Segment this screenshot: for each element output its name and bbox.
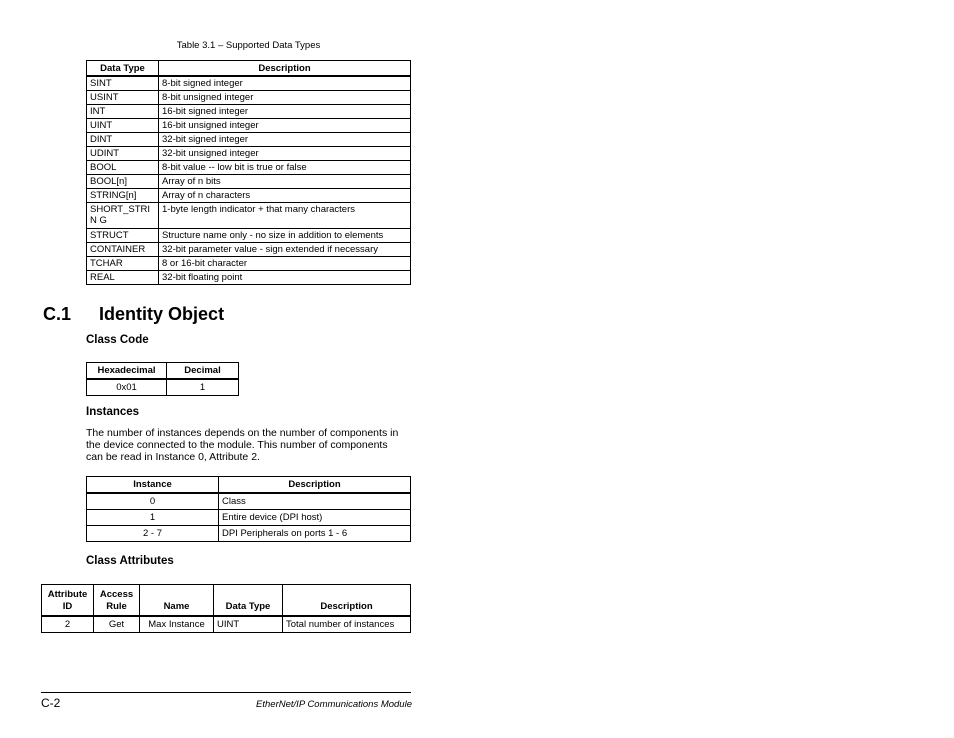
cell-description: Array of n characters <box>159 189 411 203</box>
table-header-row <box>87 363 239 380</box>
cell-description: 16-bit signed integer <box>159 105 411 119</box>
cell-description: DPI Peripherals on ports 1 - 6 <box>219 526 411 542</box>
table-header-row <box>87 61 411 77</box>
table-header-row <box>87 477 411 494</box>
cell-description: 16-bit unsigned integer <box>159 119 411 133</box>
section-heading <box>43 304 224 325</box>
column-header: Description <box>283 585 411 617</box>
cell-description: 32-bit floating point <box>159 271 411 285</box>
class-code-heading: Class Code <box>86 334 149 346</box>
cell-data-type: INT <box>87 105 159 119</box>
cell-data-type: TCHAR <box>87 257 159 271</box>
cell-description: 1-byte length indicator + that many characters <box>159 203 411 229</box>
footer-title: EtherNet/IP Communications Module <box>256 699 412 710</box>
table-row <box>87 257 411 271</box>
table-row <box>87 161 411 175</box>
table-row <box>87 76 411 91</box>
cell-data-type: BOOL <box>87 161 159 175</box>
column-header: Description <box>219 477 411 494</box>
paragraph-line: can be read in Instance 0, Attribute 2. <box>86 451 260 463</box>
table-row <box>87 133 411 147</box>
column-header: Data Type <box>214 585 283 617</box>
instances-paragraph <box>86 427 416 463</box>
cell-data-type: UDINT <box>87 147 159 161</box>
cell-description: 8-bit unsigned integer <box>159 91 411 105</box>
column-header: Access Rule <box>94 585 140 617</box>
table-caption: Table 3.1 – Supported Data Types <box>176 40 321 51</box>
cell-instance: 0 <box>87 493 219 510</box>
table-row <box>87 510 411 526</box>
table-row <box>87 243 411 257</box>
column-header: Name <box>140 585 214 617</box>
class-code-table <box>86 362 239 396</box>
table-row <box>87 175 411 189</box>
cell-data-type: REAL <box>87 271 159 285</box>
table-row <box>87 119 411 133</box>
cell-data-type: CONTAINER <box>87 243 159 257</box>
cell-access-rule: Get <box>94 616 140 633</box>
table-row <box>87 379 239 396</box>
paragraph-line: The number of instances depends on the number of components in <box>86 427 399 439</box>
class-attributes-heading: Class Attributes <box>86 555 174 567</box>
footer-rule <box>41 692 411 693</box>
cell-decimal: 1 <box>167 379 239 396</box>
table-row <box>87 526 411 542</box>
cell-description: 32-bit signed integer <box>159 133 411 147</box>
table-row <box>87 105 411 119</box>
cell-data-type: STRING[n] <box>87 189 159 203</box>
cell-data-type: STRUCT <box>87 229 159 243</box>
column-header: Decimal <box>167 363 239 380</box>
paragraph-line: the device connected to the module. This number of components <box>86 439 388 451</box>
table-row <box>87 229 411 243</box>
table-row <box>87 147 411 161</box>
data-types-table <box>86 60 411 285</box>
cell-description: Class <box>219 493 411 510</box>
cell-description: 32-bit parameter value - sign extended if necessary <box>159 243 411 257</box>
column-header: Data Type <box>87 61 159 77</box>
cell-description: 8-bit value -- low bit is true or false <box>159 161 411 175</box>
cell-description: Array of n bits <box>159 175 411 189</box>
cell-data-type: SHORT_STRIN G <box>87 203 159 229</box>
cell-description: Total number of instances <box>283 616 411 633</box>
table-row <box>87 91 411 105</box>
class-attributes-table <box>41 584 411 633</box>
table-row <box>42 616 411 633</box>
column-header: Instance <box>87 477 219 494</box>
cell-data-type: UINT <box>214 616 283 633</box>
table-header-row <box>42 585 411 617</box>
table-row <box>87 189 411 203</box>
cell-data-type: DINT <box>87 133 159 147</box>
cell-data-type: USINT <box>87 91 159 105</box>
cell-description: 8 or 16-bit character <box>159 257 411 271</box>
cell-attribute-id: 2 <box>42 616 94 633</box>
cell-description: Entire device (DPI host) <box>219 510 411 526</box>
page-number: C-2 <box>41 696 61 710</box>
table-row <box>87 271 411 285</box>
instances-table <box>86 476 411 542</box>
column-header: Attribute ID <box>42 585 94 617</box>
cell-data-type: UINT <box>87 119 159 133</box>
column-header: Hexadecimal <box>87 363 167 380</box>
cell-name: Max Instance <box>140 616 214 633</box>
column-header: Description <box>159 61 411 77</box>
cell-data-type: SINT <box>87 76 159 91</box>
cell-description: 32-bit unsigned integer <box>159 147 411 161</box>
cell-instance: 2 - 7 <box>87 526 219 542</box>
cell-hexadecimal: 0x01 <box>87 379 167 396</box>
table-row <box>87 493 411 510</box>
cell-data-type: BOOL[n] <box>87 175 159 189</box>
cell-description: 8-bit signed integer <box>159 76 411 91</box>
section-title: Identity Object <box>99 304 225 324</box>
instances-heading: Instances <box>86 406 140 418</box>
cell-description: Structure name only - no size in addition to elements <box>159 229 411 243</box>
table-row <box>87 203 411 229</box>
cell-instance: 1 <box>87 510 219 526</box>
section-number: C.1 <box>43 304 72 324</box>
